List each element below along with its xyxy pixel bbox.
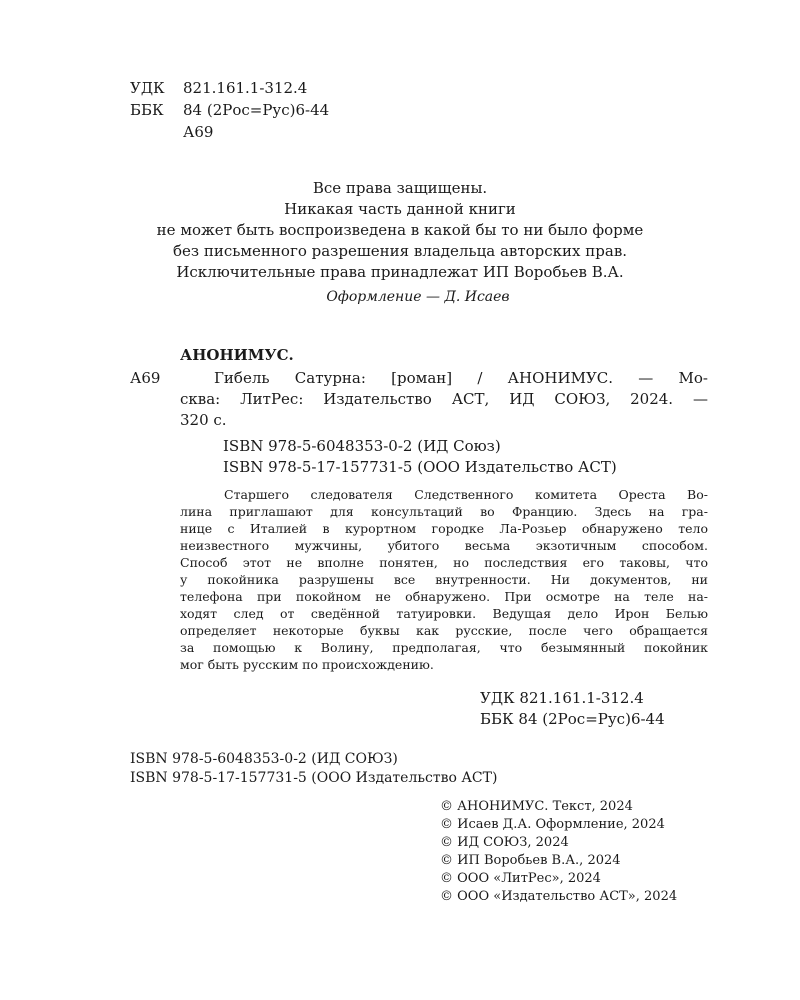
rights-line: не может быть воспроизведена в какой бы то ни было форме: [156, 221, 644, 239]
annotation-line: у покойника разрушены все внутренности. Ни документов, ни: [180, 572, 708, 587]
bib-line: 320 с.: [180, 411, 227, 429]
isbn-list-bottom: [130, 750, 497, 788]
rights-line: Никакая часть данной книги: [284, 200, 516, 218]
author-mark-top: А69: [183, 123, 214, 141]
copyright-line: © ИД СОЮЗ, 2024: [440, 835, 569, 850]
isbn-line: ISBN 978-5-6048353-0-2 (ИД СОЮЗ): [130, 751, 398, 767]
isbn-line: ISBN 978-5-17-157731-5 (ООО Издательство АСТ): [130, 770, 498, 786]
bbk-label: ББК: [130, 101, 164, 119]
annotation-line: телефона при покойном не обнаружено. При осмотре на теле на-: [180, 589, 708, 604]
bib-line: Гибель Сатурна: [роман] / АНОНИМУС. — Мо-: [214, 369, 708, 387]
bbk-value: 84 (2Рос=Рус)6-44: [183, 101, 330, 119]
copyright-line: © ИП Воробьев В.А., 2024: [440, 853, 621, 868]
annotation-line: ходят след от сведённой татуировки. Ведущая дело Ирон Белью: [180, 606, 708, 621]
annotation-line: мог быть русским по происхождению.: [180, 657, 434, 672]
bib-author-mark: А69: [130, 369, 161, 387]
copyright-line: © АНОНИМУС. Текст, 2024: [440, 799, 633, 814]
isbn-line: ISBN 978-5-17-157731-5 (ООО Издательство АСТ): [223, 458, 617, 476]
rights-line: Исключительные права принадлежат ИП Воробьев В.А.: [176, 263, 624, 281]
udk-line-bottom: УДК 821.161.1-312.4: [480, 689, 644, 707]
annotation-line: Старшего следователя Следственного комитета Ореста Во-: [224, 487, 708, 502]
annotation-line: за помощью к Волину, предполагая, что безымянный покойник: [180, 640, 708, 655]
copyright-list: [440, 798, 677, 906]
annotation: [180, 486, 708, 673]
bib-line: сква: ЛитРес: Издательство АСТ, ИД СОЮЗ, 2024. —: [180, 390, 708, 408]
annotation-line: лина приглашают для консультаций во Францию. Здесь на гра-: [180, 504, 708, 519]
udk-line-top: [130, 78, 307, 98]
design-credit: Оформление — Д. Исаев: [326, 289, 510, 305]
annotation-line: неизвестного мужчины, убитого весьма экзотичным способом.: [180, 538, 708, 553]
annotation-line: нице с Италией в курортном городке Ла-Розьер обнаружено тело: [180, 521, 708, 536]
udk-value: 821.161.1-312.4: [183, 79, 308, 97]
copyright-line: © ООО «Издательство АСТ», 2024: [440, 889, 678, 904]
annotation-line: определяет некоторые буквы как русские, после чего обращается: [180, 623, 708, 638]
rights-notice: [0, 178, 800, 283]
bbk-line-bottom: ББК 84 (2Рос=Рус)6-44: [480, 710, 665, 728]
rights-line: без письменного разрешения владельца авторских прав.: [172, 242, 628, 260]
copyright-line: © ООО «ЛитРес», 2024: [440, 871, 601, 886]
classification-codes-right: [480, 688, 665, 730]
annotation-line: Способ этот не вполне понятен, но последствия его таковы, что: [180, 555, 708, 570]
bib-description: [180, 368, 708, 431]
isbn-list-mid: [223, 436, 617, 478]
isbn-line: ISBN 978-5-6048353-0-2 (ИД Союз): [223, 437, 501, 455]
bbk-line-top: [130, 100, 329, 120]
udk-label: УДК: [130, 79, 165, 97]
copyright-line: © Исаев Д.А. Оформление, 2024: [440, 817, 665, 832]
bib-author: АНОНИМУС.: [180, 346, 294, 364]
rights-line: Все права защищены.: [312, 179, 488, 197]
